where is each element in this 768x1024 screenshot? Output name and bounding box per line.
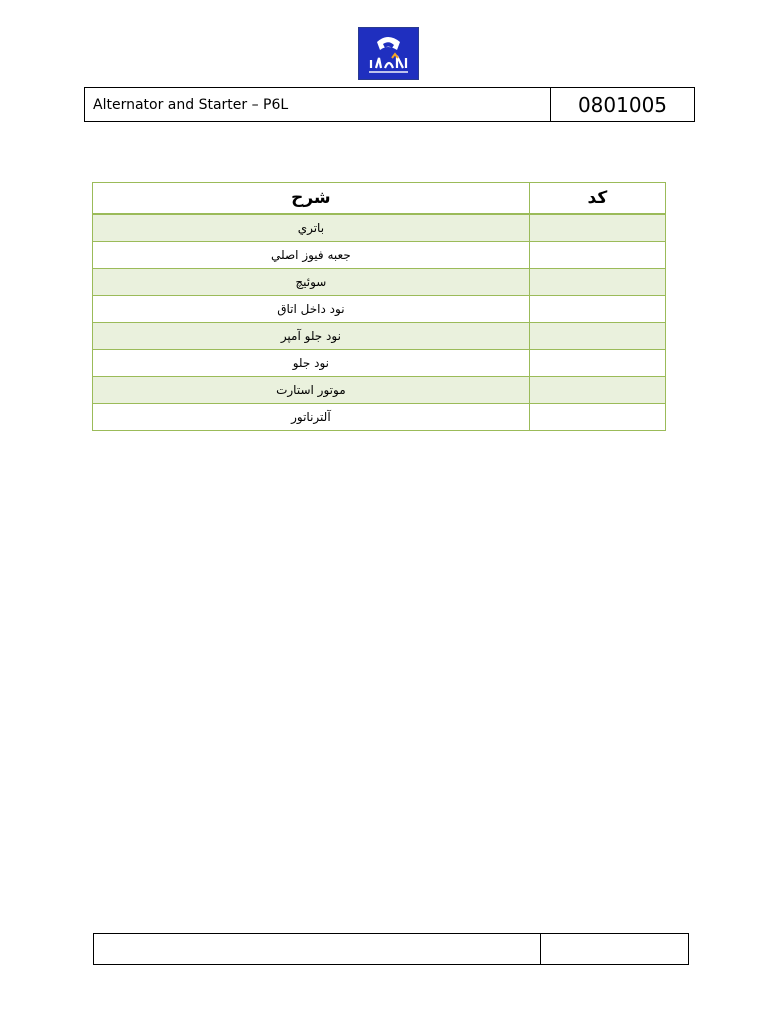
footer-left-cell <box>94 934 541 964</box>
document-title: Alternator and Starter – P6L <box>85 88 551 121</box>
row-code <box>529 377 665 404</box>
row-description: نود داخل اتاق <box>93 296 530 323</box>
company-logo-icon <box>358 27 419 80</box>
row-code <box>529 242 665 269</box>
table-row <box>93 404 666 431</box>
column-header-code: کد <box>529 183 665 215</box>
parts-table <box>92 182 666 431</box>
document-header <box>84 87 695 122</box>
row-description: سوئيچ <box>93 269 530 296</box>
row-code <box>529 323 665 350</box>
row-description: جعبه فيوز اصلي <box>93 242 530 269</box>
row-description: نود جلو <box>93 350 530 377</box>
row-description: آلترناتور <box>93 404 530 431</box>
row-code <box>529 214 665 242</box>
table-header-row <box>93 183 666 215</box>
table-row <box>93 242 666 269</box>
table-row <box>93 296 666 323</box>
table-row <box>93 377 666 404</box>
table-row <box>93 350 666 377</box>
row-code <box>529 404 665 431</box>
footer-right-cell <box>541 934 688 964</box>
row-code <box>529 269 665 296</box>
table-row <box>93 214 666 242</box>
document-footer <box>93 933 689 965</box>
row-description: موتور استارت <box>93 377 530 404</box>
table-row <box>93 269 666 296</box>
document-code: 0801005 <box>577 92 668 117</box>
table-row <box>93 323 666 350</box>
column-header-description: شرح <box>93 183 530 215</box>
row-description: باتري <box>93 214 530 242</box>
row-description: نود جلو آمپر <box>93 323 530 350</box>
row-code <box>529 296 665 323</box>
row-code <box>529 350 665 377</box>
